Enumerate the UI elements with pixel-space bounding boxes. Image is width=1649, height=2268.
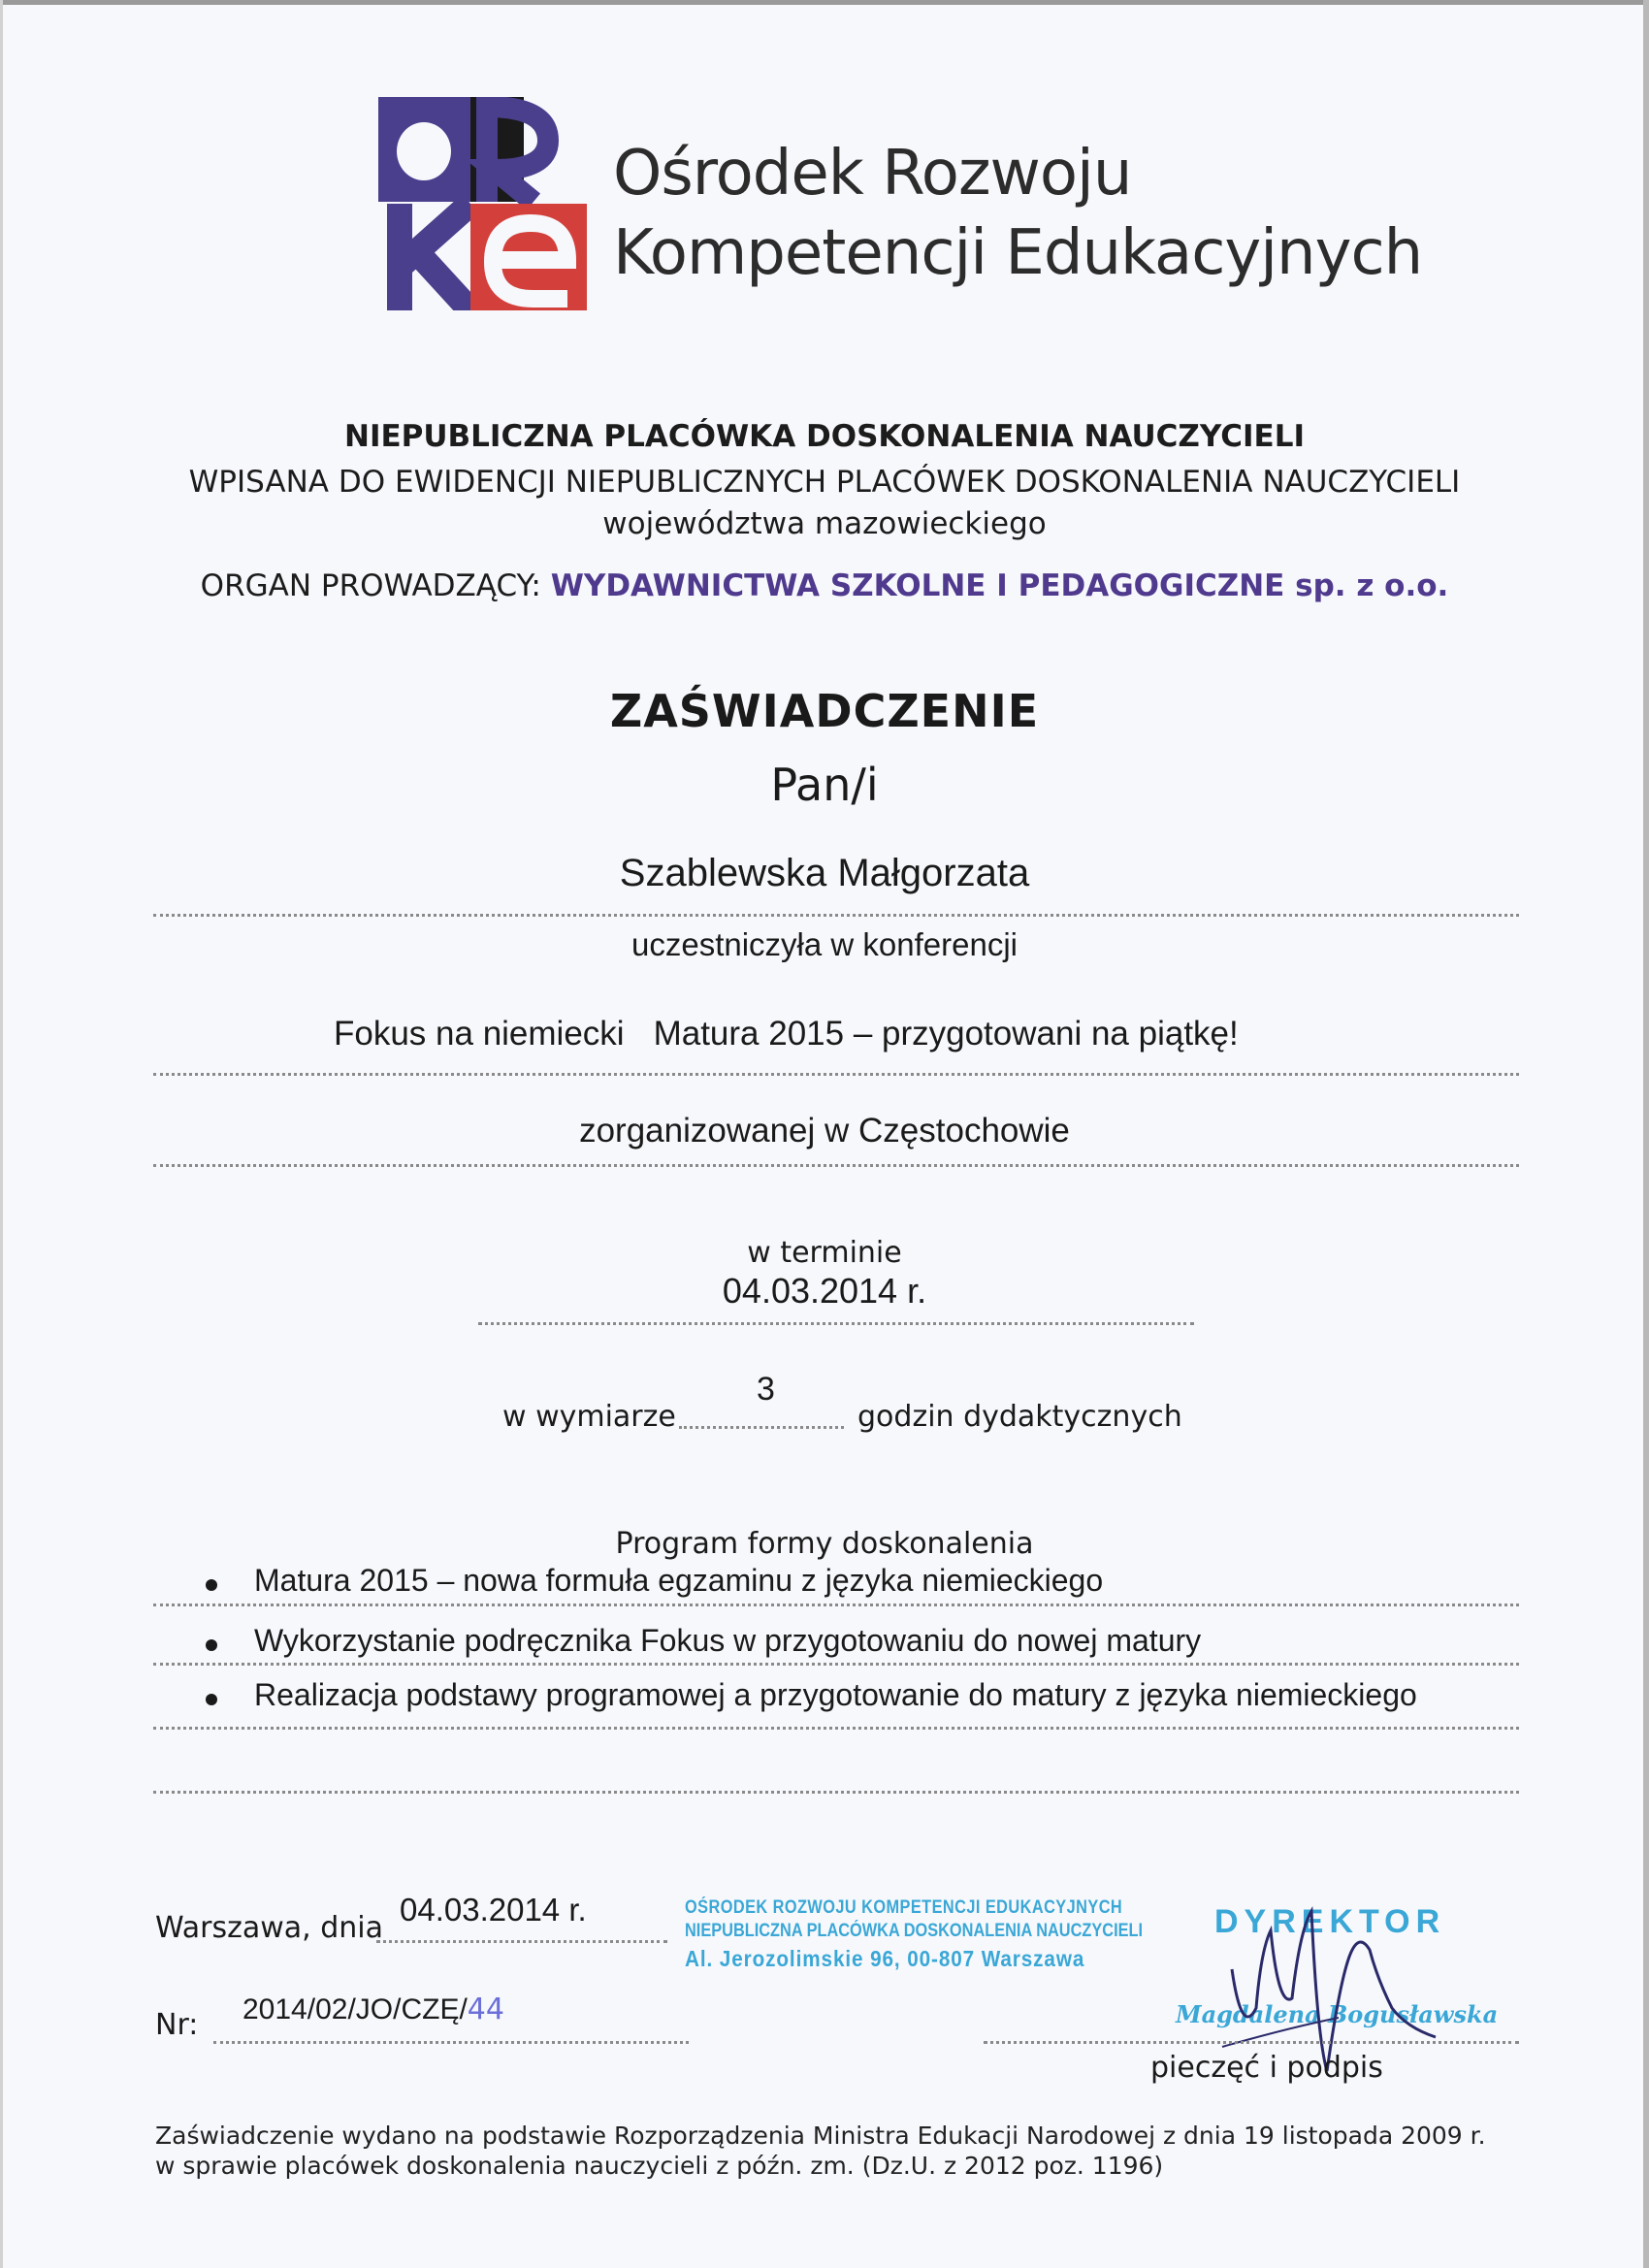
- program-dotted-line-2: [153, 1663, 1519, 1666]
- participant-name: Szablewska Małgorzata: [619, 852, 1030, 894]
- header-organ: [0, 568, 1649, 603]
- program-item-1: Matura 2015 – nowa formuła egzaminu z języka niemieckiego: [254, 1563, 1104, 1598]
- nr-handwritten: 44: [467, 1993, 504, 2026]
- orke-logo: [378, 97, 592, 310]
- program-dotted-line-1: [153, 1604, 1519, 1606]
- hours-dotted-line: [679, 1426, 844, 1429]
- nr-printed: 2014/02/JO/CZĘ/: [242, 1993, 468, 2025]
- director-title: DYREKTOR: [1214, 1903, 1446, 1940]
- certificate-title: ZAŚWIADCZENIE: [609, 685, 1040, 737]
- signature-label: pieczęć i podpis: [1150, 2051, 1383, 2085]
- participated-text: uczestniczyła w konferencji: [631, 926, 1018, 962]
- organized-dotted-line: [153, 1164, 1519, 1167]
- issue-date-dotted-line: [376, 1940, 667, 1943]
- logo-org-name-line1: Ośrodek Rozwoju: [613, 138, 1132, 210]
- program-dotted-line-4: [153, 1791, 1519, 1794]
- place-label: Warszawa, dnia: [155, 1911, 383, 1945]
- program-item-2: Wykorzystanie podręcznika Fokus w przygotowaniu do nowej matury: [254, 1623, 1202, 1658]
- organ-name: WYDAWNICTWA SZKOLNE I PEDAGOGICZNE sp. z o.o.: [550, 568, 1449, 603]
- organized-text: zorganizowanej w Częstochowie: [579, 1112, 1070, 1150]
- term-date: 04.03.2014 r.: [722, 1271, 927, 1311]
- term-label: w terminie: [747, 1236, 902, 1270]
- signature-dotted-line: [984, 2041, 1519, 2044]
- header-line3: województwa mazowieckiego: [602, 506, 1047, 541]
- scope-label: w wymiarze: [502, 1400, 676, 1434]
- footer-line1: Zaświadczenie wydano na podstawie Rozporządzenia Ministra Edukacji Narodowej z dnia 19 listopada 2009 r.: [155, 2122, 1486, 2150]
- conference-part2: Matura 2015 – przygotowani na piątkę!: [653, 1015, 1239, 1053]
- conference-dotted-line: [153, 1073, 1519, 1076]
- program-bullet-2: [206, 1639, 217, 1651]
- issue-date: 04.03.2014 r.: [400, 1892, 587, 1928]
- nr-label: Nr:: [155, 2008, 199, 2042]
- stamp-line1: OŚRODEK ROZWOJU KOMPETENCJI EDUKACYJNYCH: [685, 1897, 1123, 1918]
- header-line1: NIEPUBLICZNA PLACÓWKA DOSKONALENIA NAUCZYCIELI: [344, 419, 1305, 454]
- hours-label: godzin dydaktycznych: [857, 1400, 1182, 1434]
- scan-edge-top: [0, 0, 1649, 5]
- stamp-line2: NIEPUBLICZNA PLACÓWKA DOSKONALENIA NAUCZYCIELI: [685, 1921, 1144, 1941]
- nr-value: [242, 1993, 504, 2026]
- logo-org-name-line2: Kompetencji Edukacyjnych: [613, 217, 1423, 289]
- header-line2: WPISANA DO EWIDENCJI NIEPUBLICZNYCH PLACÓWEK DOSKONALENIA NAUCZYCIELI: [188, 465, 1461, 500]
- program-dotted-line-3: [153, 1727, 1519, 1730]
- term-dotted-line: [478, 1322, 1194, 1325]
- stamp-line3: Al. Jerozolimskie 96, 00-807 Warszawa: [685, 1946, 1085, 1971]
- legal-footer: [155, 2121, 1486, 2181]
- program-label: Program formy doskonalenia: [615, 1527, 1034, 1561]
- name-dotted-line: [153, 914, 1519, 917]
- logo-org-name: [613, 134, 1422, 293]
- conference-part1: Fokus na niemiecki: [334, 1015, 625, 1053]
- salutation: Pan/i: [770, 759, 879, 811]
- program-bullet-1: [206, 1579, 217, 1591]
- nr-dotted-line: [213, 2041, 689, 2044]
- program-item-3: Realizacja podstawy programowej a przygotowanie do matury z języka niemieckiego: [254, 1677, 1417, 1712]
- director-name: Magdalena Bogusławska: [1176, 2000, 1499, 2028]
- conference-title: [334, 1015, 1239, 1053]
- director-signature: [1203, 1892, 1455, 2076]
- footer-line2: w sprawie placówek doskonalenia nauczycieli z późn. zm. (Dz.U. z 2012 poz. 1196): [155, 2152, 1164, 2180]
- hours-value: 3: [757, 1371, 775, 1408]
- program-bullet-3: [206, 1694, 217, 1705]
- organ-label: ORGAN PROWADZĄCY:: [200, 568, 541, 603]
